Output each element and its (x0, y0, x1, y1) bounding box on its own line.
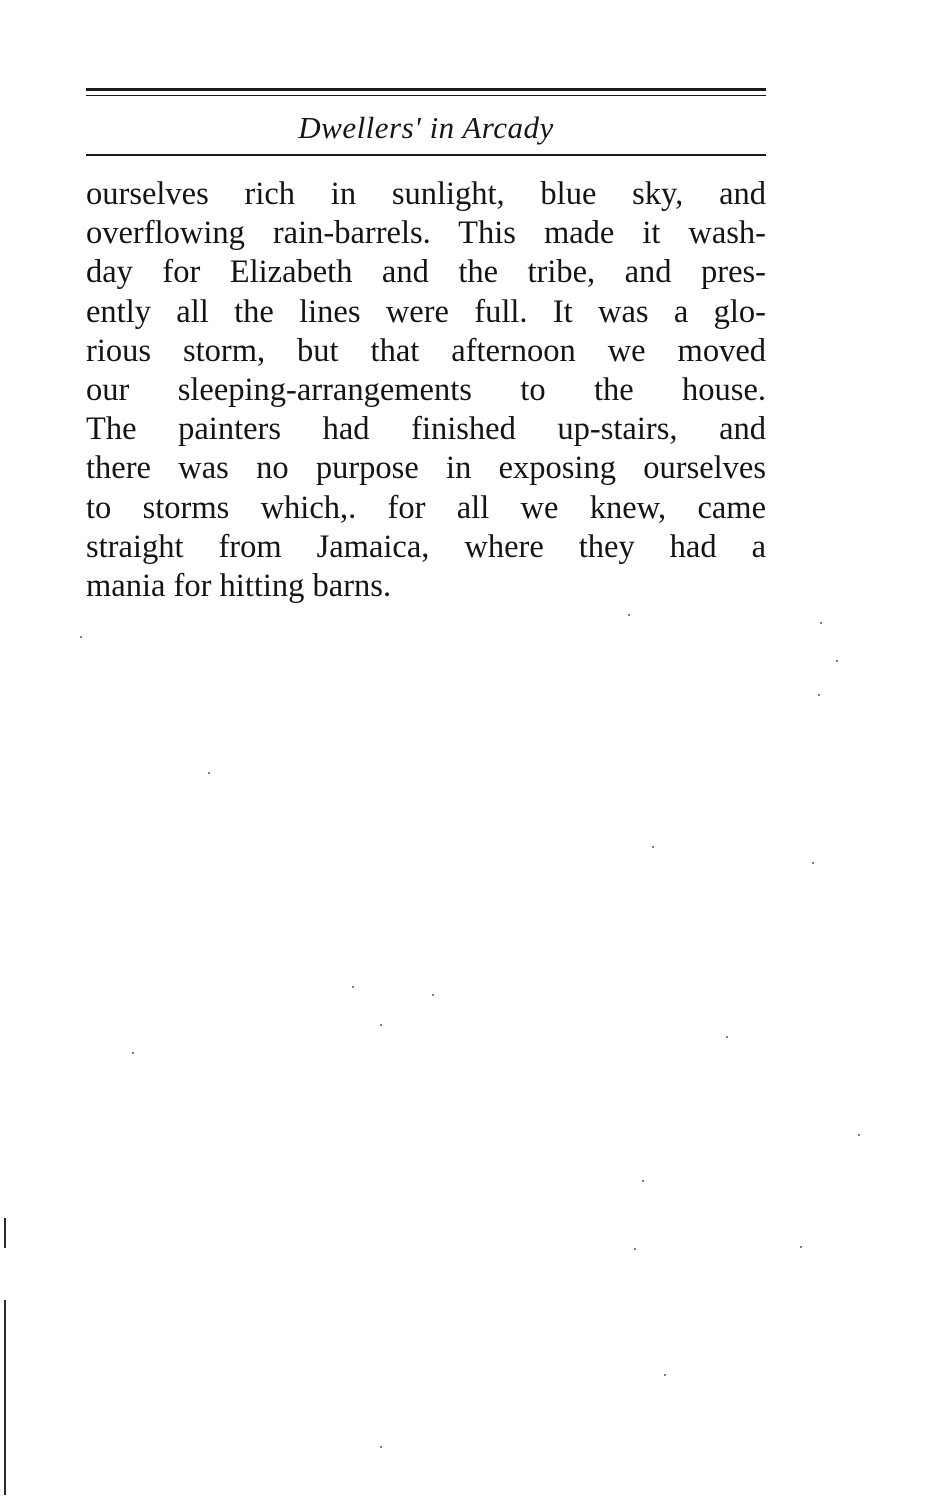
scan-speck (664, 1374, 666, 1376)
body-text (86, 175, 766, 606)
scan-speck (628, 614, 630, 616)
running-head-rule (86, 154, 766, 156)
header-rule-thick (86, 88, 766, 91)
scan-edge-mark (4, 1218, 6, 1248)
header-rule-thin (86, 95, 766, 96)
scan-speck (820, 622, 822, 624)
scan-edge-mark (4, 1300, 6, 1495)
text-line: there was no purpose in exposing ourselves (86, 450, 766, 487)
text-line: ourselves rich in sunlight, blue sky, and (86, 176, 766, 212)
scan-speck (800, 1246, 802, 1248)
scan-speck (818, 694, 820, 696)
scan-speck (858, 1134, 860, 1136)
scan-speck (642, 1180, 644, 1182)
running-head: Dwellers' in Arcady (298, 110, 554, 145)
text-line: to storms which,. for all we knew, came (86, 489, 766, 526)
scan-speck (836, 660, 838, 662)
scan-speck (652, 846, 654, 848)
text-line: rious storm, but that afternoon we moved (86, 332, 766, 369)
scan-speck (812, 862, 814, 864)
scan-speck (432, 994, 434, 996)
scan-speck (634, 1248, 636, 1250)
scan-speck (208, 772, 210, 774)
scan-speck (132, 1052, 134, 1054)
text-line: The painters had finished up-stairs, and (86, 411, 766, 448)
scan-speck (80, 636, 82, 638)
text-line: our sleeping-arrangements to the house. (86, 371, 766, 408)
scan-speck (380, 1446, 382, 1448)
text-line: straight from Jamaica, where they had a (86, 528, 766, 565)
scan-speck (352, 986, 354, 988)
text-line: ently all the lines were full. It was a glo- (86, 293, 766, 330)
scan-speck (726, 1036, 728, 1038)
text-line: overflowing rain-barrels. This made it wash- (86, 215, 766, 252)
text-line: mania for hitting barns. (86, 567, 392, 604)
scan-speck (380, 1024, 382, 1026)
text-line: day for Elizabeth and the tribe, and pres- (86, 254, 766, 291)
